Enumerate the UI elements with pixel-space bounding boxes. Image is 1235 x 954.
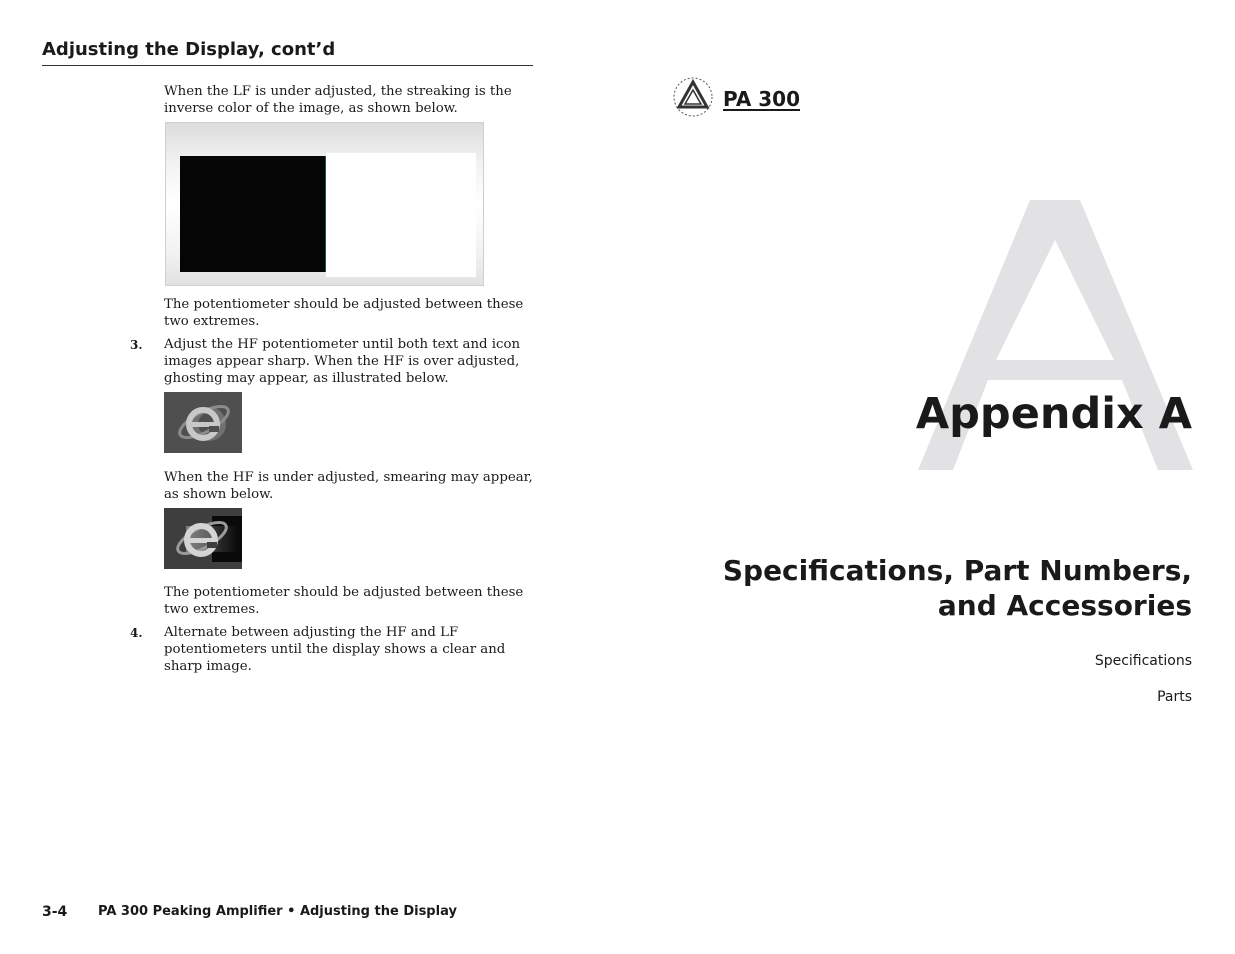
step-3-text: Adjust the HF potentiometer until both text and icon images appear sharp. When the HF is over adjusted, ghosting may appear, as illustrated below.: [164, 337, 521, 386]
chapter-title: [692, 553, 1192, 623]
lf-streaking-example-image: [165, 122, 484, 286]
model-name: PA 300: [723, 87, 801, 111]
appendix-title: Appendix A: [915, 389, 1192, 439]
paragraph-adjust-between-2: The potentiometer should be adjusted between these two extremes.: [164, 585, 524, 617]
paragraph-adjust-between-1: The potentiometer should be adjusted between these two extremes.: [164, 297, 524, 329]
section-heading: Adjusting the Display, cont’d: [42, 38, 533, 66]
footer-title: PA 300 Peaking Amplifier • Adjusting the Display: [98, 904, 457, 919]
paragraph-hf-under-adjusted: When the HF is under adjusted, smearing may appear, as shown below.: [164, 470, 533, 502]
chapter-title-line-1: Specifications, Part Numbers,: [722, 554, 1192, 587]
smearing-example-icon: [164, 508, 242, 569]
ghosting-example-icon: [164, 392, 242, 453]
step-3-number: 3.: [130, 338, 143, 352]
footer-page-number: 3-4: [42, 904, 68, 920]
step-4-number: 4.: [130, 626, 143, 640]
extron-triangle-logo-icon: [672, 76, 714, 118]
dark-rectangle: [180, 156, 326, 272]
light-rectangle: [326, 153, 476, 277]
step-4-text: Alternate between adjusting the HF and LF potentiometers until the display shows a clear and sharp image.: [164, 625, 506, 674]
paragraph-lf-under-adjusted: When the LF is under adjusted, the streaking is the inverse color of the image, as shown below.: [164, 84, 512, 116]
chapter-title-line-2: and Accessories: [937, 589, 1192, 622]
toc-item-specifications[interactable]: Specifications: [1094, 653, 1192, 669]
toc-item-parts[interactable]: Parts: [1157, 689, 1192, 705]
